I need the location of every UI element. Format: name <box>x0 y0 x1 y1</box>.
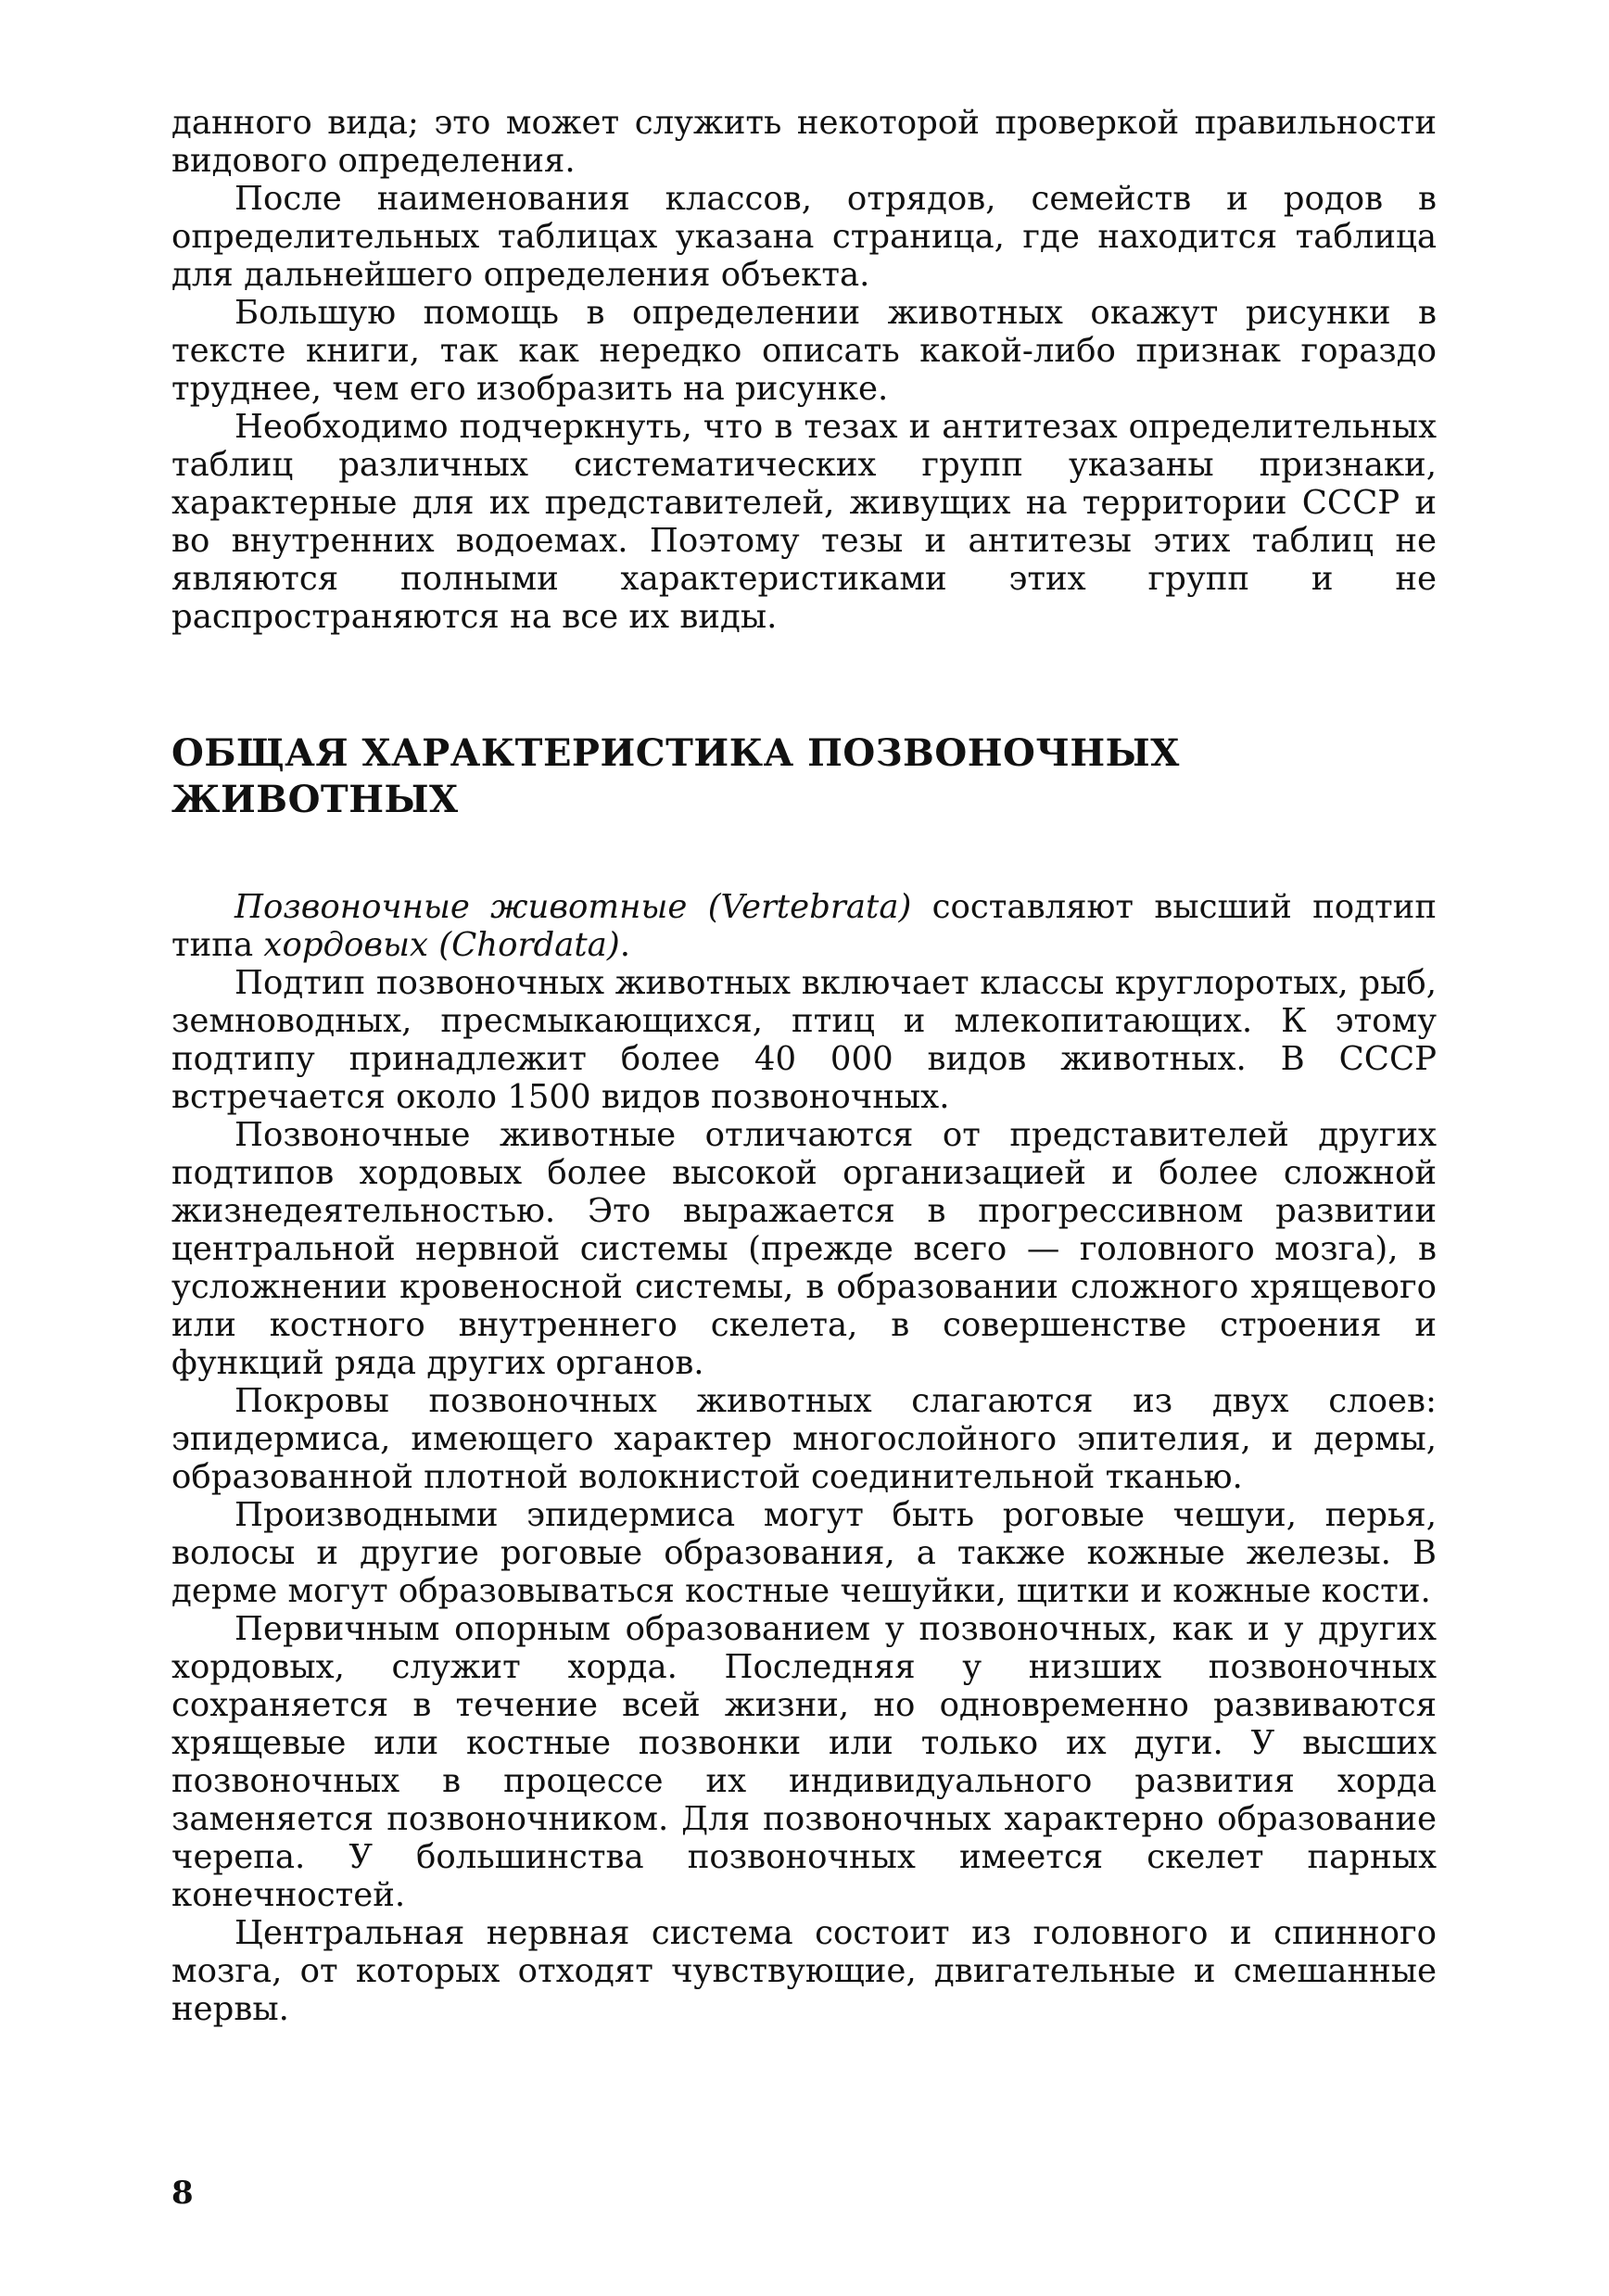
paragraph-table-pages: После наименования классов, отрядов, семейств и родов в определительных таблицах указана страница, где находится таблица для дальнейшего определения объекта. <box>171 180 1437 294</box>
section-heading-line-1: ОБЩАЯ ХАРАКТЕРИСТИКА ПОЗВОНОЧНЫХ <box>171 731 1180 775</box>
section-heading <box>171 730 1191 823</box>
paragraph-nervous-system: Центральная нервная система состоит из головного и спинного мозга, от которых отходят чувствующие, двигательные и смешанные нервы. <box>171 1914 1437 2028</box>
section-heading-line-2: ЖИВОТНЫХ <box>171 778 459 821</box>
paragraph-integument: Покровы позвоночных животных слагаются из двух слоев: эпидермиса, имеющего характер многослойного эпителия, и дермы, образованной плотной волокнистой соединительной тканью. <box>171 1382 1437 1496</box>
intro-end-text: . <box>619 926 630 964</box>
paragraph-theses: Необходимо подчеркнуть, что в тезах и антитезах определительных таблиц различных систематических групп указаны признаки, характерные для их представителей, живущих на территории СССР и во внутренних водоемах. Поэтому тезы и антитезы этих таблиц не являются полными характеристиками этих групп и не распространяются на все их виды. <box>171 408 1437 636</box>
intro-middle-text: составляют высший подтип типа <box>171 888 1437 964</box>
paragraph-epidermis-derivatives: Производными эпидермиса могут быть роговые чешуи, перья, волосы и другие роговые образования, а также кожные железы. В дерме могут образовываться костные чешуйки, щитки и кожные кости. <box>171 1496 1437 1610</box>
intro-term-chordata: хордовых (Chordata) <box>263 926 620 964</box>
paragraph-classes: Подтип позвоночных животных включает классы круглоротых, рыб, земноводных, пресмыкающихся, птиц и млекопитающих. К этому подтипу принадлежит более 40 000 видов животных. В СССР встречается около 1500 видов позвоночных. <box>171 964 1437 1116</box>
paragraph-organization: Позвоночные животные отличаются от представителей других подтипов хордовых более высокой организацией и более сложной жизнедеятельностью. Это выражается в прогрессивном развитии центральной нервной системы (прежде всего — головного мозга), в усложнении кровеносной системы, в образовании сложного хрящевого или костного внутреннего скелета, в совершенстве строения и функций ряда других органов. <box>171 1116 1437 1382</box>
page-number: 8 <box>171 2175 194 2212</box>
paragraph-intro <box>171 888 1437 964</box>
paragraph-figures: Большую помощь в определении животных окажут рисунки в тексте книги, так как нередко описать какой-либо признак гораздо труднее, чем его изобразить на рисунке. <box>171 294 1437 408</box>
paragraph-continued: данного вида; это может служить некоторой проверкой правильности видового определения. <box>171 104 1437 180</box>
heading-spacer <box>171 823 1437 888</box>
paragraph-notochord: Первичным опорным образованием у позвоночных, как и у других хордовых, служит хорда. Последняя у низших позвоночных сохраняется в течение всей жизни, но одновременно развиваются хрящевые или костные позвонки или только их дуги. У высших позвоночных в процессе их индивидуального развития хорда заменяется позвоночником. Для позвоночных характерно образование черепа. У большинства позвоночных имеется скелет парных конечностей. <box>171 1610 1437 1914</box>
book-page <box>171 104 1437 2028</box>
intro-term-vertebrata: Позвоночные животные (Vertebrata) <box>234 888 912 926</box>
